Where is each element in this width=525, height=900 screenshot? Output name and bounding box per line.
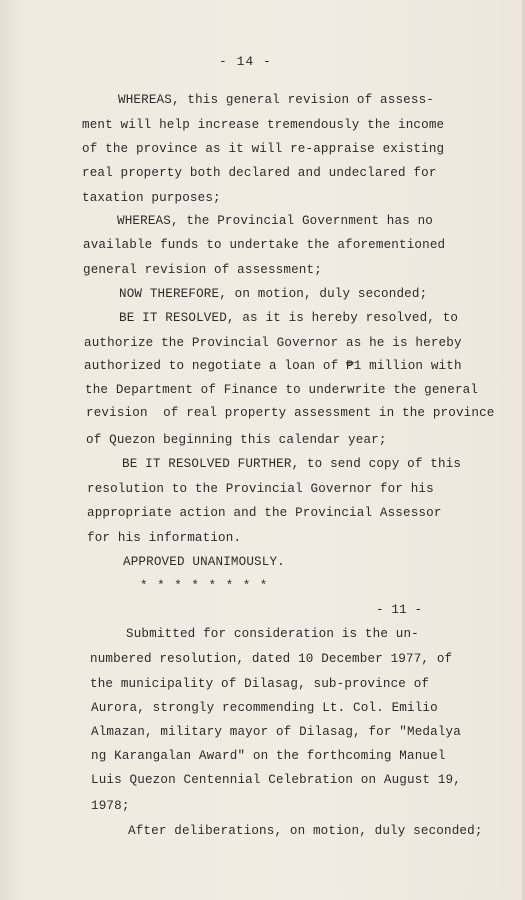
text-line: revision of real property assessment in the province [86, 406, 495, 420]
text-line: After deliberations, on motion, duly seconded; [128, 824, 483, 838]
separator-asterisks: * * * * * * * * [140, 579, 269, 593]
text-line: Luis Quezon Centennial Celebration on August 19, [91, 773, 461, 787]
text-line: for his information. [87, 531, 242, 545]
text-line: WHEREAS, the Provincial Government has no [117, 214, 434, 228]
text-line: ng Karangalan Award" on the forthcoming Manuel [91, 749, 446, 763]
text-line: the Department of Finance to underwrite the general [85, 383, 479, 397]
text-line: WHEREAS, this general revision of assess- [118, 93, 435, 107]
text-line: appropriate action and the Provincial Assessor [87, 506, 442, 520]
text-line: Aurora, strongly recommending Lt. Col. Emilio [91, 701, 438, 715]
page-number: - 14 - [219, 54, 272, 69]
text-line: Submitted for consideration is the un- [126, 627, 419, 641]
text-line: numbered resolution, dated 10 December 1977, of [90, 652, 453, 666]
text-line: BE IT RESOLVED FURTHER, to send copy of this [122, 457, 462, 471]
text-line: real property both declared and undeclared for [82, 166, 437, 180]
text-line: of Quezon beginning this calendar year; [86, 433, 387, 447]
text-line: available funds to undertake the aforementioned [83, 238, 446, 252]
text-line: NOW THEREFORE, on motion, duly seconded; [119, 287, 428, 301]
text-line: BE IT RESOLVED, as it is hereby resolved, to [119, 311, 459, 325]
text-line: taxation purposes; [82, 191, 221, 205]
text-line: ment will help increase tremendously the income [82, 118, 445, 132]
text-line: Almazan, military mayor of Dilasag, for "Medalya [91, 725, 461, 739]
text-line: authorize the Provincial Governor as he is hereby [84, 336, 462, 350]
text-line: of the province as it will re-appraise existing [82, 142, 445, 156]
text-line: resolution to the Provincial Governor for his [87, 482, 434, 496]
text-line: 1978; [91, 799, 130, 813]
approval-line: APPROVED UNANIMOUSLY. [123, 555, 285, 569]
text-line: authorized to negotiate a loan of ₱1 million with [84, 359, 462, 373]
section-number: - 11 - [376, 603, 423, 617]
text-line: the municipality of Dilasag, sub-province of [90, 677, 430, 691]
text-line: general revision of assessment; [83, 263, 322, 277]
